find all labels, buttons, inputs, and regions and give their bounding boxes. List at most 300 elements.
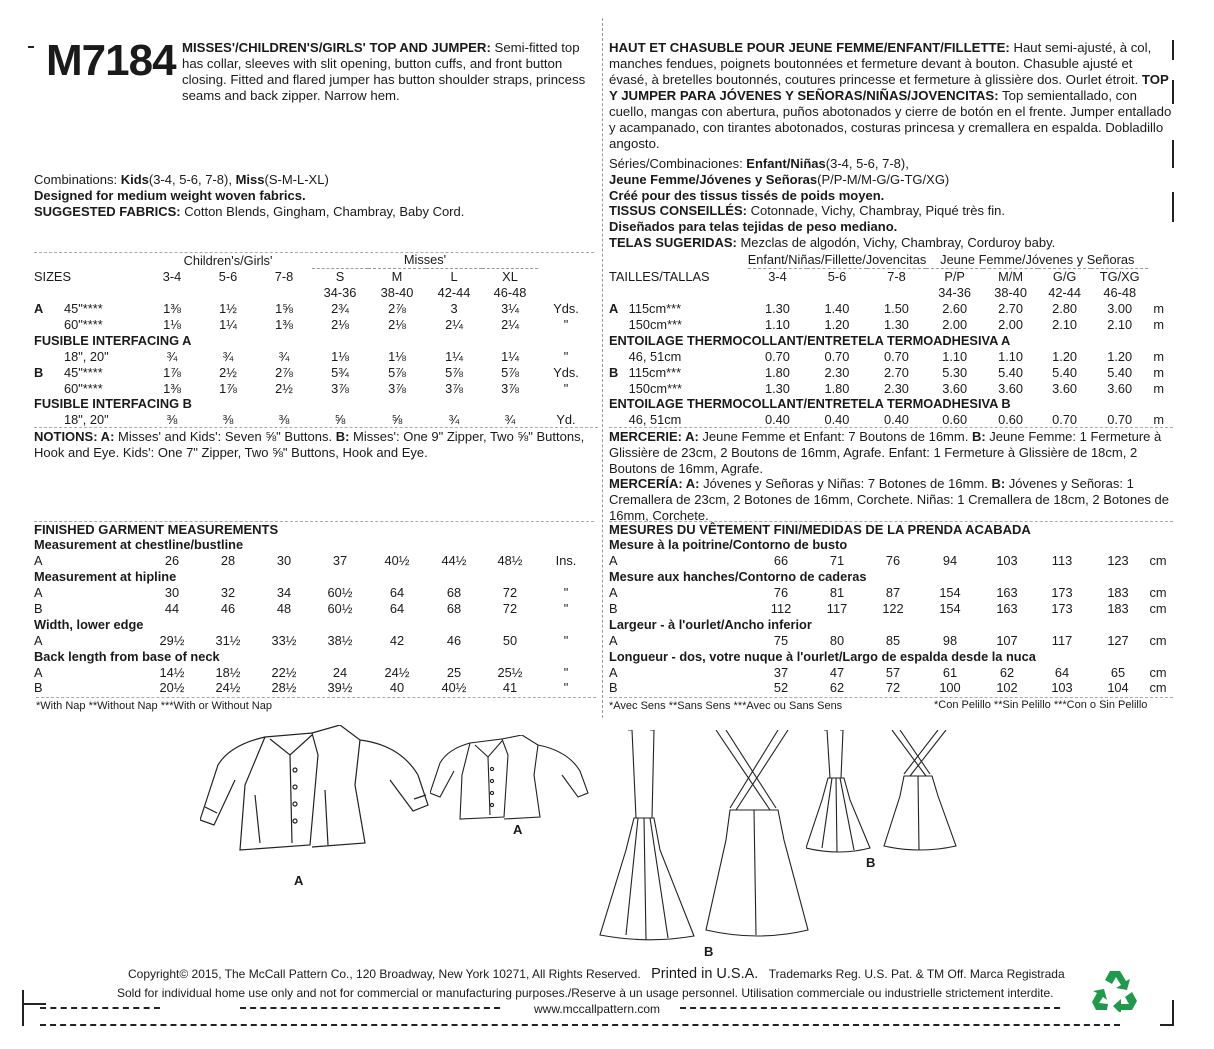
cell-value: 1¼ — [501, 348, 519, 364]
cell-value: 47 — [829, 664, 845, 680]
cell-value: 0.70 — [764, 348, 790, 364]
en-description — [182, 40, 598, 104]
cell-value: 5⅞ — [501, 364, 519, 380]
view-letter: A — [34, 553, 43, 569]
fr-finished-title: MESURES DU VÊTEMENT FINI/MEDIDAS DE LA PRENDA ACABADA — [609, 521, 1173, 538]
cell-value: 0.40 — [824, 412, 850, 428]
cell-value: 24½ — [384, 664, 410, 680]
cell-value: 28 — [220, 553, 236, 569]
cell-value: 2.70 — [998, 301, 1024, 317]
row-heading: ENTOILAGE THERMOCOLLANT/ENTRETELA TERMOADHESIVA B — [609, 396, 1011, 412]
illustration-top-a-small — [430, 735, 590, 825]
table-row — [34, 537, 594, 553]
view-letter — [34, 412, 58, 428]
en-fabric-block: Combinations: Kids(3-4, 5-6, 7-8), Miss(S-M-L-XL) Designed for medium weight woven fabrics. SUGGESTED FABRICS: Cotton Blends, Gingham, Chambray, Baby Cord. — [34, 172, 594, 219]
cell-value: 2⅛ — [331, 317, 349, 332]
view-letter: A — [34, 664, 43, 680]
cell-value: 1.30 — [764, 301, 790, 317]
cell-value: 68 — [446, 585, 462, 601]
table-row — [34, 553, 594, 569]
cell-value: 1.40 — [824, 301, 850, 317]
cell-value: 2¼ — [445, 317, 463, 332]
cell-value: 48½ — [497, 553, 523, 569]
view-label-a-small: A — [513, 822, 523, 837]
cut-line — [240, 1007, 500, 1009]
cell-value: 3⅞ — [388, 380, 406, 396]
cell-value: 1.20 — [1052, 348, 1078, 364]
cell-value: 1⅜ — [163, 380, 181, 396]
cell-value: 5.40 — [1107, 364, 1133, 380]
crop-mark — [22, 1003, 46, 1005]
cell-value: 68 — [446, 601, 462, 616]
cell-value: 173 — [1051, 601, 1073, 616]
table-row — [34, 648, 594, 664]
fr-es-notions: MERCERIE: A: Jeune Femme et Enfant: 7 Boutons de 16mm. B: Jeune Femme: 1 Fermeture à Glissière de 23cm, 2 Boutons de 16mm, Agrafe. Enfant: 1 Fermeture à Glissière de 18cm, 2 Boutons de 16mm, Agrafe. MERCERÍA: A: Jóvenes y Señoras y Niñas: 7 Botones de 16mm. B: Jóvenes y Señoras: 1 Cremallera de 23cm, 2 Botones de 16mm, Corchete. Niñas: 1 Cremallera de 18cm, 2 Botones de 16mm, Corchete. — [609, 427, 1173, 524]
cell-value: 3.60 — [1052, 380, 1078, 396]
cell-value: 42 — [389, 632, 405, 648]
cell-value: 20½ — [159, 680, 185, 696]
cell-value: 30 — [164, 585, 180, 601]
view-label-b-large: B — [704, 944, 714, 959]
table-row — [609, 380, 1169, 396]
unit: cm — [1149, 664, 1167, 680]
fabric-width: 115cm*** — [628, 301, 682, 317]
fabric-width: 150cm*** — [628, 380, 683, 396]
fabric-width: 45"**** — [64, 364, 103, 380]
fabric-width: 46, 51cm — [628, 412, 682, 428]
cell-value: 2.00 — [998, 317, 1024, 332]
cell-value: 64 — [389, 601, 405, 616]
fr-title: HAUT ET CHASUBLE POUR JEUNE FEMME/ENFANT/FILLETTE: — [609, 40, 1010, 55]
cell-value: 80 — [829, 632, 845, 648]
table-row — [34, 332, 594, 348]
cell-value: 25 — [446, 664, 462, 680]
table-row — [34, 601, 594, 617]
cell-value: 3.00 — [1107, 301, 1133, 317]
view-letter: B — [609, 680, 618, 696]
unit: " — [563, 348, 569, 364]
cell-value: 24 — [332, 664, 348, 680]
illustration-jumper-b-large — [598, 730, 810, 945]
view-letter: B — [609, 364, 619, 380]
cell-value: 5.40 — [1052, 364, 1078, 380]
cell-value: ¾ — [222, 348, 234, 364]
cell-value: 0.60 — [998, 412, 1024, 428]
cell-value: 2½ — [275, 380, 293, 396]
crop-mark — [1172, 1000, 1174, 1024]
en-finished-table — [34, 537, 594, 696]
cell-value: 127 — [1107, 632, 1129, 648]
fr-desc: Haut semi-ajusté, à col, manches fendues, poignets boutonnées et fermeture devant à bouton. Chasuble ajusté et évasé, à bretelles boutonnés, coutures princesse et fermeture à glissière dos. Ourlet étroit. — [609, 40, 1152, 87]
unit: m — [1153, 317, 1164, 332]
cell-value: 26 — [164, 553, 180, 569]
cell-value: 61 — [942, 664, 958, 680]
cell-value: 2.60 — [942, 301, 968, 317]
table-row — [609, 301, 1169, 317]
unit: Yd. — [556, 412, 576, 428]
unit: m — [1153, 364, 1164, 380]
sizes-label: SIZES — [34, 269, 71, 285]
cell-value: 37 — [773, 664, 789, 680]
fr-fabric-block: Séries/Combinaciones: Enfant/Niñas(3-4, 5-6, 7-8), Jeune Femme/Jóvenes y Señoras(P/P-M/M-G/G-TG/XG) Créé pour des tissus tissés de poids moyen. TISSUS CONSEILLÉS: Cotonnade, Vichy, Chambray, Piqué très fin. Diseñados para telas tejidas de peso mediano. TELAS SUGERIDAS: Mezclas de algodón, Vichy, Chambray, Corduroy baby. — [609, 156, 1056, 250]
en-designed: Designed for medium weight woven fabrics. — [34, 187, 306, 203]
cell-value: 3¼ — [501, 301, 519, 317]
cell-value: 22½ — [271, 664, 297, 680]
cell-value: 1.10 — [764, 317, 790, 332]
cell-value: 1⅛ — [331, 348, 349, 364]
cell-value: 1⅞ — [163, 364, 181, 380]
cell-value: ⅝ — [334, 412, 346, 428]
printed-in: Printed in U.S.A. — [651, 966, 759, 982]
cell-value: 2½ — [219, 364, 237, 380]
unit: " — [563, 380, 569, 396]
table-row — [34, 317, 594, 333]
cell-value: 29½ — [159, 632, 185, 648]
view-letter: A — [609, 585, 618, 601]
view-letter: B — [34, 601, 43, 616]
es-desc: Top semientallado, con cuello, mangas con abertura, puños abotonados y cierre de botón en el frente. Jumper entallado y acampanado, con tirantes abotonados, costuras princesa y cremallera en espalda. Dobladillo angosto. — [609, 88, 1172, 151]
cell-value: 0.40 — [764, 412, 790, 428]
cell-value: 1⅞ — [219, 380, 237, 396]
illustration-jumper-b-small — [806, 730, 958, 858]
cell-value: 1⅜ — [275, 317, 293, 332]
table-row — [609, 664, 1169, 680]
cell-value: 28½ — [271, 680, 297, 696]
cell-value: 1.80 — [764, 364, 790, 380]
cell-value: 3.60 — [998, 380, 1024, 396]
view-letter — [34, 317, 58, 333]
fabric-width: 45"**** — [64, 301, 103, 317]
table-row — [34, 364, 594, 380]
cell-value: 14½ — [159, 664, 185, 680]
table-row — [609, 317, 1169, 333]
fr-group-kids: Enfant/Niñas/Fillette/Jovencitas — [747, 252, 927, 268]
table-row — [34, 301, 594, 317]
unit: cm — [1149, 553, 1167, 569]
cell-value: 65 — [1110, 664, 1126, 680]
cell-value: 163 — [996, 585, 1018, 601]
view-letter: B — [34, 364, 44, 380]
table-row — [609, 364, 1169, 380]
view-letter — [609, 317, 623, 333]
fabric-width: 46, 51cm — [628, 348, 682, 364]
fabric-width: 18", 20" — [64, 348, 109, 364]
fr-footnote: *Avec Sens **Sans Sens ***Avec ou Sans Sens — [609, 697, 1173, 712]
cell-value: 2.30 — [884, 380, 909, 396]
row-heading: ENTOILAGE THERMOCOLLANT/ENTRETELA TERMOADHESIVA A — [609, 332, 1011, 348]
table-row — [34, 396, 594, 412]
cell-value: 60½ — [327, 601, 353, 616]
cell-value: 1⅛ — [163, 317, 181, 332]
copyright: Copyright© 2015, The McCall Pattern Co., 120 Broadway, New York 10271, All Rights Reserved. — [128, 967, 641, 981]
cell-value: 18½ — [215, 664, 241, 680]
cell-value: 117 — [1051, 632, 1073, 648]
cell-value: 1⅝ — [275, 301, 293, 317]
table-row — [609, 396, 1169, 412]
table-row — [34, 664, 594, 680]
row-heading: FUSIBLE INTERFACING A — [34, 332, 192, 348]
cell-value: ¾ — [448, 412, 460, 428]
cell-value: ⅜ — [166, 412, 178, 428]
cell-value: 1.30 — [764, 380, 790, 396]
cell-value: 2⅞ — [275, 364, 293, 380]
unit: m — [1153, 348, 1164, 364]
view-letter — [609, 380, 623, 396]
table-row — [34, 616, 594, 632]
cell-value: 2⅞ — [388, 301, 406, 317]
cell-value: 60½ — [327, 585, 353, 601]
row-heading: Measurement at chestline/bustline — [34, 537, 244, 553]
table-row — [609, 585, 1169, 601]
cell-value: 72 — [502, 601, 518, 616]
en-footnote: *With Nap **Without Nap ***With or Without Nap — [36, 697, 596, 712]
unit: m — [1153, 412, 1164, 428]
cell-value: 94 — [942, 553, 958, 569]
cell-value: ¾ — [166, 348, 178, 364]
cell-value: 2.80 — [1052, 301, 1078, 317]
cell-value: 113 — [1051, 553, 1073, 569]
cell-value: 5⅞ — [388, 364, 406, 380]
cell-value: 64 — [389, 585, 405, 601]
cell-value: 30 — [276, 553, 292, 569]
cell-value: 39½ — [327, 680, 353, 696]
view-letter: A — [34, 632, 43, 648]
cell-value: 2⅛ — [388, 317, 406, 332]
cell-value: 102 — [996, 680, 1018, 696]
table-row — [609, 348, 1169, 364]
table-row — [609, 553, 1169, 569]
cell-value: 1.20 — [1107, 348, 1133, 364]
group-kids: Children's/Girls' — [183, 252, 273, 268]
table-row — [609, 680, 1169, 696]
cut-line — [40, 1007, 160, 1009]
table-row — [609, 412, 1169, 428]
cell-value: 100 — [939, 680, 961, 696]
cell-value: 66 — [773, 553, 789, 569]
cell-value: 87 — [885, 585, 901, 601]
cell-value: 98 — [942, 632, 958, 648]
view-letter: A — [609, 664, 618, 680]
unit: cm — [1149, 680, 1167, 696]
view-letter — [609, 412, 623, 428]
es-footnote: *Con Pelillo **Sin Pelillo ***Con o Sin Pelillo — [934, 699, 1148, 711]
unit: " — [563, 632, 569, 648]
table-row — [609, 616, 1169, 632]
cell-value: 5.40 — [998, 364, 1024, 380]
cell-value: 40 — [389, 680, 405, 696]
row-heading: Mesure à la poitrine/Contorno de busto — [609, 537, 848, 553]
group-misses: Misses' — [312, 252, 538, 268]
cell-value: 2.30 — [824, 364, 850, 380]
table-row — [609, 632, 1169, 648]
cell-value: 1.30 — [884, 317, 909, 332]
cell-value: 2¾ — [331, 301, 349, 317]
cut-line — [680, 1007, 1060, 1009]
view-letter: B — [609, 601, 618, 616]
cell-value: 34 — [276, 585, 292, 601]
sold-notice: Sold for individual home use only and not for commercial or manufacturing purposes./Reserve à un usage personnel. Utilisation commerciale ou industrielle strictement interdite. — [117, 986, 1054, 1000]
column-divider — [602, 18, 604, 718]
fabric-width: 115cm*** — [628, 364, 682, 380]
view-letter: B — [34, 680, 43, 696]
row-heading: FUSIBLE INTERFACING B — [34, 396, 192, 412]
cell-value: 40½ — [384, 553, 410, 569]
cell-value: 38½ — [327, 632, 353, 648]
cell-value: 183 — [1107, 585, 1129, 601]
cell-value: 46 — [220, 601, 236, 616]
cell-value: 62 — [999, 664, 1015, 680]
cell-value: 0.70 — [1052, 412, 1078, 428]
unit: m — [1153, 301, 1164, 317]
table-row — [609, 569, 1169, 585]
cell-value: 1.80 — [824, 380, 850, 396]
fr-yardage-table: Enfant/Niñas/Fillette/Jovencitas Jeune Femme/Jóvenes y Señoras TAILLES/TALLAS 3-4 5-6 7-8 P/P M/M G/G TG/XG 34-36 38-40 42-44 46-48 A 115cm*** 1.30 1.40 1.50 2.60 2.70 2.80 3.00 m 150cm*** 1.10 1.20 1.30 2.00 2.00 2.10 2.10 m ENTOILAGE THERMOCOLLANT/ENTRETELA TERMOADHESIVA A 46, 51cm 0.70 0.70 0.70 1.10 1.10 1.20 1.20 m B 115cm*** 1.80 2.30 2.70 5.30 5.40 5.40 5.40 m 150cm*** 1.30 1.80 2.30 3.60 3.60 3.60 3.60 m ENTOILAGE THERMOCOLLANT/ENTRETELA TERMOADHESIVA B 46, 51cm 0.40 0.40 0.40 0.60 0.60 0.70 0.70 m — [609, 252, 1169, 428]
cell-value: 117 — [826, 601, 848, 616]
cell-value: 1.10 — [998, 348, 1024, 364]
cell-value: 3.60 — [942, 380, 968, 396]
website: www.mccallpattern.com — [534, 1002, 661, 1016]
table-row — [34, 680, 594, 696]
row-heading: Back length from base of neck — [34, 648, 220, 664]
view-letter: A — [34, 301, 44, 317]
cell-value: 44½ — [441, 553, 467, 569]
cell-value: 5⅞ — [445, 364, 463, 380]
cell-value: ⅜ — [278, 412, 290, 428]
fabric-width: 150cm*** — [628, 317, 683, 332]
cell-value: 57 — [885, 664, 901, 680]
cell-value: ¾ — [504, 412, 516, 428]
cell-value: 2.10 — [1052, 317, 1078, 332]
cell-value: 2¼ — [501, 317, 519, 332]
cell-value: 64 — [1054, 664, 1070, 680]
cell-value: 123 — [1107, 553, 1129, 569]
cell-value: 0.70 — [824, 348, 850, 364]
cell-value: 72 — [502, 585, 518, 601]
table-row — [34, 412, 594, 428]
cell-value: 1⅛ — [388, 348, 406, 364]
unit: cm — [1149, 585, 1167, 601]
en-yardage-table: Children's/Girls' Misses' SIZES 3-4 5-6 7-8 S M L XL 34-36 38-40 42-44 46-48 A 45"**** 1⅜ 1½ 1⅝ 2¾ 2⅞ 3 3¼ Yds. 60"**** 1⅛ 1¼ 1⅜ 2⅛ 2⅛ 2¼ 2¼ " FUSIBLE INTERFACING A 18", 20" ¾ ¾ ¾ 1⅛ 1⅛ 1¼ 1¼ " B 45"**** 1⅞ 2½ 2⅞ 5¾ 5⅞ 5⅞ 5⅞ Yds. 60"**** 1⅜ 1⅞ 2½ 3⅞ 3⅞ 3⅞ 3⅞ " FUSIBLE INTERFACING B 18", 20" ⅜ ⅜ ⅜ ⅝ ⅝ ¾ ¾ Yd. — [34, 252, 594, 428]
unit: Yds. — [553, 301, 579, 317]
cell-value: 154 — [939, 601, 961, 616]
row-heading: Largeur - à l'ourlet/Ancho inferior — [609, 616, 812, 632]
cell-value: 1.20 — [824, 317, 850, 332]
cell-value: 76 — [885, 553, 901, 569]
unit: Yds. — [553, 364, 579, 380]
cell-value: 25½ — [497, 664, 523, 680]
cell-value: 33½ — [271, 632, 297, 648]
cell-value: 183 — [1107, 601, 1129, 616]
es-title: TOP Y JUMPER PARA JÓVENES Y SEÑORAS/NIÑAS/JOVENCITAS: — [609, 72, 1169, 103]
unit: " — [563, 664, 569, 680]
view-letter — [34, 348, 58, 364]
unit: cm — [1149, 632, 1167, 648]
unit: " — [563, 585, 569, 601]
en-finished-title: FINISHED GARMENT MEASUREMENTS — [34, 521, 594, 538]
cell-value: 31½ — [215, 632, 241, 648]
cell-value: 81 — [829, 585, 845, 601]
view-label-b-small: B — [866, 855, 876, 870]
table-row — [34, 348, 594, 364]
cell-value: 1.10 — [942, 348, 968, 364]
table-row — [609, 648, 1169, 664]
fr-finished-table — [609, 537, 1169, 696]
cell-value: 3.60 — [1107, 380, 1133, 396]
view-letter — [609, 348, 623, 364]
cell-value: 1¼ — [219, 317, 237, 332]
cell-value: 1⅜ — [163, 301, 181, 317]
cut-line — [40, 1024, 1120, 1026]
fr-group-miss: Jeune Femme/Jóvenes y Señoras — [926, 252, 1148, 268]
cell-value: ¾ — [278, 348, 290, 364]
cell-value: 0.70 — [884, 348, 909, 364]
cell-value: 75 — [773, 632, 789, 648]
row-heading: Mesure aux hanches/Contorno de caderas — [609, 569, 867, 585]
fr-es-description — [609, 40, 1173, 152]
row-heading: Longueur - dos, votre nuque à l'ourlet/Largo de espalda desde la nuca — [609, 648, 1036, 664]
cell-value: 112 — [770, 601, 792, 616]
en-title: MISSES'/CHILDREN'S/GIRLS' TOP AND JUMPER: — [182, 40, 491, 55]
table-row — [34, 585, 594, 601]
cell-value: 71 — [829, 553, 845, 569]
view-letter: A — [609, 553, 618, 569]
en-desc: Semi-fitted top has collar, sleeves with slit opening, button cuffs, and front button closing. Fitted and flared jumper has button shoulder straps, princess seams and back zipper. Narrow hem. — [182, 40, 586, 103]
cell-value: 41 — [502, 680, 518, 696]
cell-value: 50 — [502, 632, 518, 648]
unit: m — [1153, 380, 1164, 396]
table-row — [609, 332, 1169, 348]
cell-value: 40½ — [441, 680, 467, 696]
cell-value: 1½ — [219, 301, 237, 317]
cell-value: 0.40 — [884, 412, 909, 428]
cell-value: 2.70 — [884, 364, 909, 380]
row-heading: Width, lower edge — [34, 616, 144, 632]
footer-line-1 — [128, 965, 1078, 983]
fr-sizes-label: TAILLES/TALLAS — [609, 269, 710, 285]
cell-value: 44 — [164, 601, 180, 616]
cell-value: 85 — [885, 632, 901, 648]
pattern-code: M7184 — [46, 36, 176, 85]
cell-value: 1.50 — [884, 301, 909, 317]
cell-value: 122 — [882, 601, 904, 616]
view-letter: A — [609, 301, 619, 317]
fabric-width: 18", 20" — [64, 412, 109, 428]
crop-mark — [1160, 1024, 1174, 1026]
cell-value: 154 — [939, 585, 961, 601]
cell-value: 32 — [220, 585, 236, 601]
table-row — [609, 537, 1169, 553]
cell-value: ⅜ — [222, 412, 234, 428]
table-row — [34, 380, 594, 396]
view-label-a: A — [294, 873, 304, 888]
cell-value: 52 — [773, 680, 789, 696]
cell-value: 1¼ — [445, 348, 463, 364]
crop-mark — [22, 990, 24, 1026]
cell-value: 2.00 — [942, 317, 968, 332]
view-letter: A — [609, 632, 618, 648]
cell-value: 103 — [996, 553, 1018, 569]
illustration-top-a-large — [200, 725, 430, 875]
en-notions: NOTIONS: A: Misses' and Kids': Seven ⅝" Buttons. B: Misses': One 9" Zipper, Two ⅝" Buttons, Hook and Eye. Kids': One 7" Zipper, Two ⅝" Buttons, Hook and Eye. — [34, 427, 598, 461]
unit: cm — [1149, 601, 1167, 616]
table-row — [34, 569, 594, 585]
view-letter: A — [34, 585, 43, 601]
table-row — [609, 601, 1169, 617]
cell-value: 3⅞ — [445, 380, 463, 396]
cell-value: 5.30 — [942, 364, 968, 380]
cell-value: ⅝ — [391, 412, 403, 428]
trademark: Trademarks Reg. U.S. Pat. & TM Off. Marca Registrada — [768, 967, 1065, 981]
